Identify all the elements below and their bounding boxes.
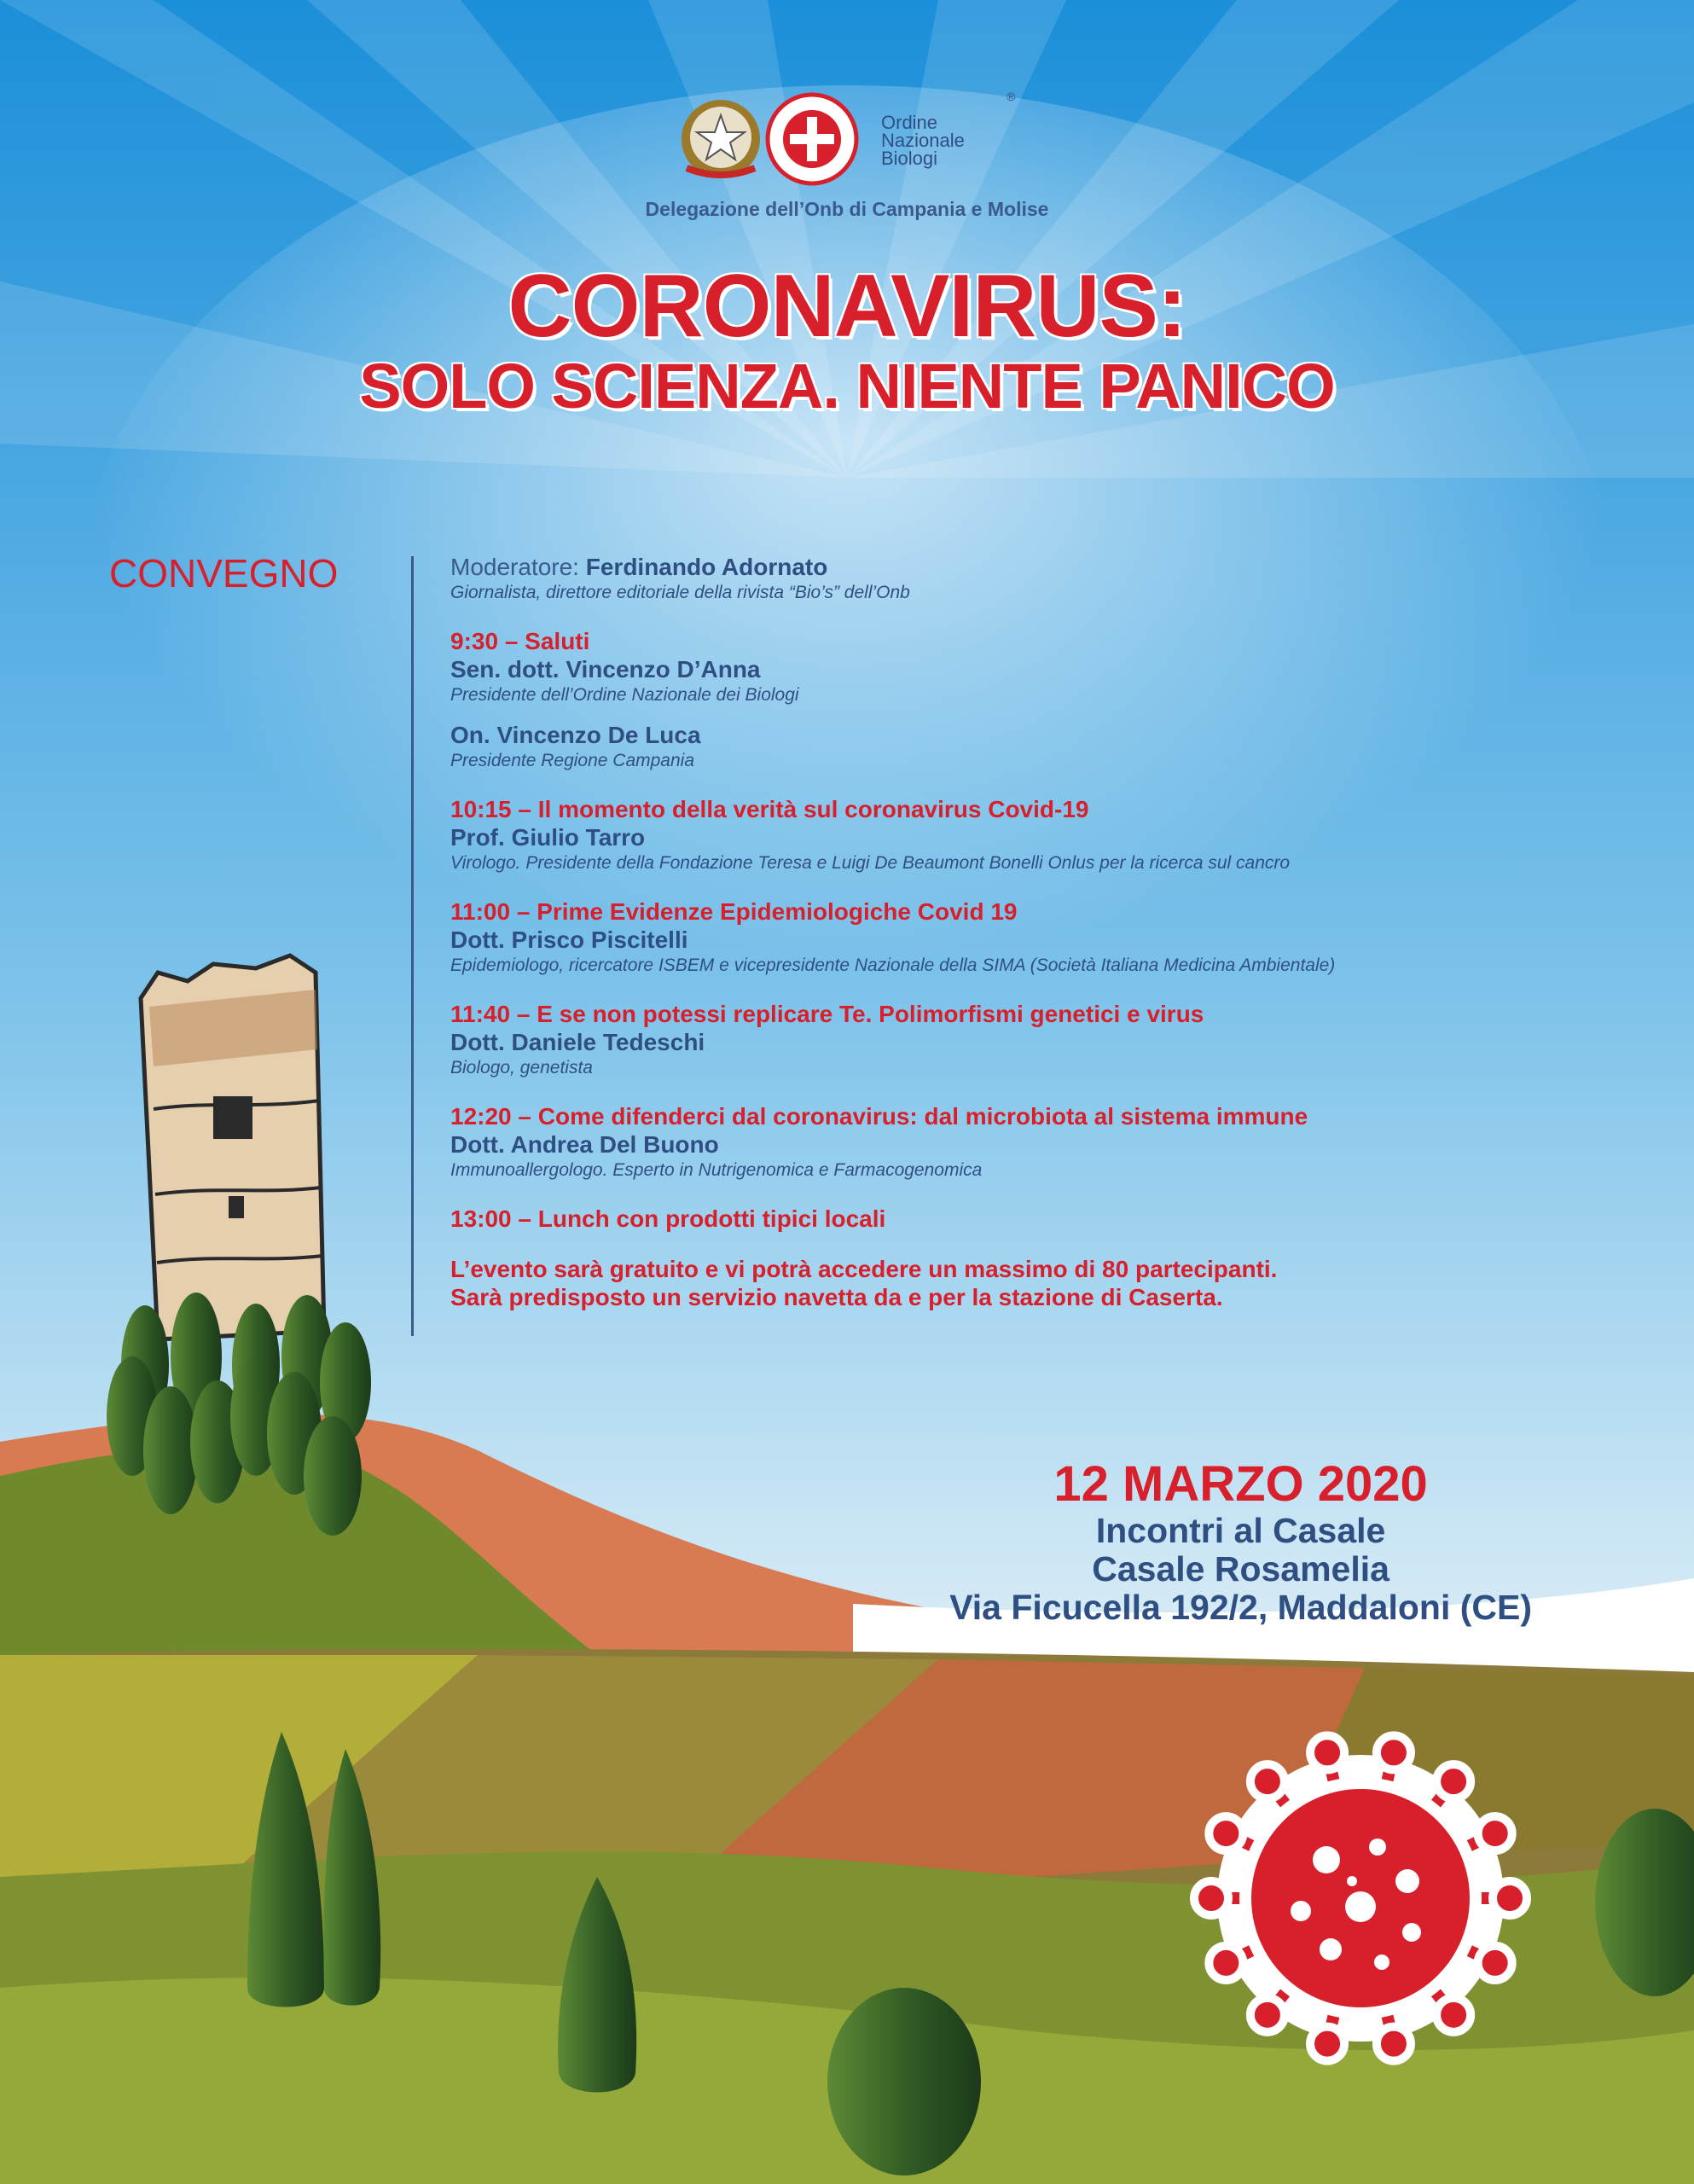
divider-line <box>411 556 414 1336</box>
speaker-name: Prof. Giulio Tarro <box>450 824 646 851</box>
tower-illustration <box>141 956 324 1339</box>
program-heading: 13:00 – Lunch con prodotti tipici locali <box>450 1205 886 1232</box>
logo-text-line: Biologi <box>881 148 938 169</box>
speaker-desc: Virologo. Presidente della Fondazione Teresa e Luigi De Beaumont Bonelli Onlus per la ricerca sul cancro <box>450 853 1291 873</box>
event-line: Casale Rosamelia <box>1092 1549 1389 1589</box>
moderator-label: Moderatore: <box>450 554 579 580</box>
republic-emblem-icon <box>682 100 760 178</box>
event-address: Via Ficucella 192/2, Maddaloni (CE) <box>949 1588 1532 1627</box>
speaker-desc: Biologo, genetista <box>450 1058 593 1077</box>
program-heading: 11:00 – Prime Evidenze Epidemiologiche Covid 19 <box>450 898 1018 925</box>
speaker-desc: Presidente Regione Campania <box>450 751 695 770</box>
title-line-2: SOLO SCIENZA. NIENTE PANICO <box>359 351 1335 421</box>
logo-text-line: Ordine <box>881 112 938 133</box>
speaker-name: Dott. Prisco Piscitelli <box>450 926 688 953</box>
program-heading: 11:40 – E se non potessi replicare Te. Polimorfismi genetici e virus <box>450 1001 1204 1027</box>
event-date: 12 MARZO 2020 <box>1053 1456 1428 1512</box>
program-heading: 12:20 – Come difenderci dal coronavirus: dal microbiota al sistema immune <box>450 1103 1308 1130</box>
note-line: Sarà predisposto un servizio navetta da e per la stazione di Caserta. <box>450 1284 1223 1310</box>
speaker-desc: Epidemiologo, ricercatore ISBEM e vicepresidente Nazionale della SIMA (Società Italiana Medicina Ambientale) <box>450 956 1336 975</box>
moderator-name: Ferdinando Adornato <box>585 554 828 580</box>
speaker-desc: Immunoallergologo. Esperto in Nutrigenomica e Farmacogenomica <box>450 1160 983 1180</box>
convegno-label: CONVEGNO <box>109 551 339 595</box>
registered-mark: ® <box>1007 90 1016 103</box>
moderator-desc: Giornalista, direttore editoriale della rivista “Bio’s” dell’Onb <box>450 583 910 602</box>
program-list <box>450 553 1474 1311</box>
onb-seal-icon <box>768 95 856 183</box>
speaker-name: On. Vincenzo De Luca <box>450 722 701 748</box>
title-line-1: CORONAVIRUS: <box>508 257 1186 356</box>
delegation-text: Delegazione dell’Onb di Campania e Molise <box>645 198 1049 220</box>
speaker-desc: Presidente dell’Ordine Nazionale dei Biologi <box>450 685 799 705</box>
moderator-line <box>450 553 1474 581</box>
program-heading: 10:15 – Il momento della verità sul coronavirus Covid-19 <box>450 796 1089 822</box>
event-info <box>949 1457 1532 1627</box>
note-line: L’evento sarà gratuito e vi potrà accedere un massimo di 80 partecipanti. <box>450 1256 1278 1282</box>
speaker-name: Sen. dott. Vincenzo D’Anna <box>450 656 761 682</box>
logo-text-line: Nazionale <box>881 130 965 151</box>
speaker-name: Dott. Daniele Tedeschi <box>450 1029 705 1055</box>
header-logos <box>678 90 1016 192</box>
speaker-name: Dott. Andrea Del Buono <box>450 1131 719 1158</box>
event-line: Incontri al Casale <box>1095 1511 1386 1550</box>
program-heading: 9:30 – Saluti <box>450 628 590 654</box>
